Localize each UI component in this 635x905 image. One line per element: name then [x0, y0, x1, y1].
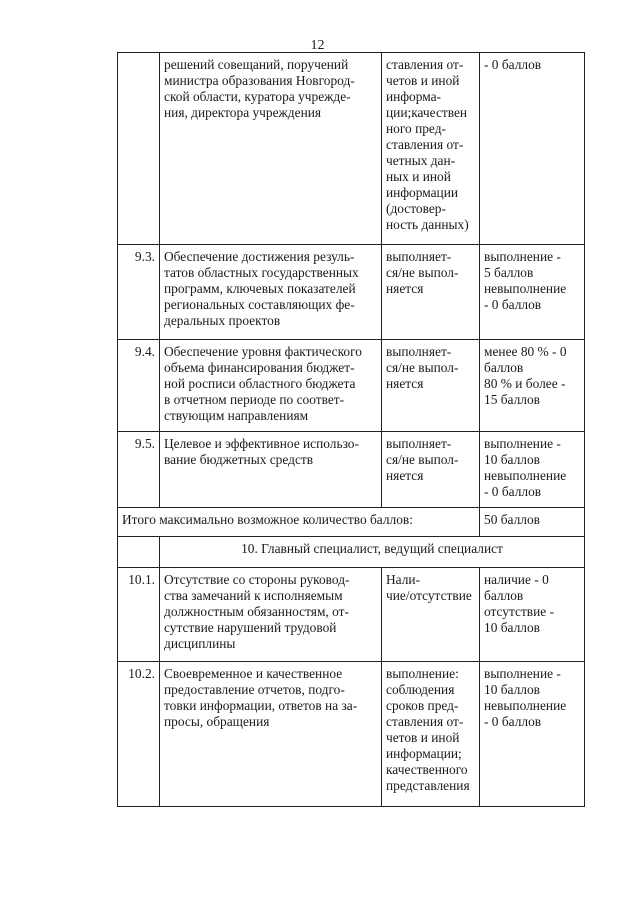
points-line: невыполнение — [484, 698, 567, 713]
criterion-line: должностным обязанностям, от- — [164, 604, 349, 619]
condition-cell — [382, 662, 480, 807]
criterion-line: региональных составляющих фе- — [164, 297, 355, 312]
condition-line: ставления от- — [386, 57, 464, 72]
criterion-line: в отчетном периоде по соответ- — [164, 392, 345, 407]
points-line: - 0 баллов — [484, 297, 542, 312]
condition-line: няется — [386, 281, 424, 296]
criterion-line: решений совещаний, поручений — [164, 57, 349, 72]
condition-line: (достовер- — [386, 201, 446, 216]
table-row-10-2 — [118, 662, 585, 807]
condition-line: Нали- — [386, 572, 421, 587]
total-row — [118, 508, 585, 537]
condition-line: выполнение: — [386, 666, 459, 681]
table-row-9-4 — [118, 340, 585, 432]
condition-line: няется — [386, 468, 424, 483]
points-cell — [480, 568, 585, 662]
condition-line: информации — [386, 185, 459, 200]
condition-line: качественного — [386, 762, 468, 777]
points-line: 5 баллов — [484, 265, 534, 280]
criterion-line: объема финансирования бюджет- — [164, 360, 355, 375]
section-title: 10. Главный специалист, ведущий специалист — [160, 537, 585, 568]
row-number: 10.2. — [118, 662, 160, 807]
points-line: - 0 баллов — [484, 57, 542, 72]
points-line: 80 % и более - — [484, 376, 566, 391]
points-line: - 0 баллов — [484, 484, 542, 499]
row-number: 9.5. — [118, 432, 160, 508]
criterion-cell — [160, 245, 382, 340]
points-line: невыполнение — [484, 468, 567, 483]
condition-line: четов и иной — [386, 730, 460, 745]
condition-cell — [382, 568, 480, 662]
condition-line: ся/не выпол- — [386, 360, 459, 375]
points-line: выполнение - — [484, 666, 561, 681]
criterion-line: ства замечаний к исполняемым — [164, 588, 343, 603]
criterion-line: дисциплины — [164, 636, 236, 651]
criterion-cell — [160, 432, 382, 508]
condition-line: ции;качествен — [386, 105, 468, 120]
points-line: менее 80 % - 0 — [484, 344, 567, 359]
points-line: 10 баллов — [484, 682, 540, 697]
condition-line: четов и иной — [386, 73, 460, 88]
points-cell — [480, 340, 585, 432]
condition-cell — [382, 53, 480, 245]
condition-line: информа- — [386, 89, 441, 104]
section-header-row — [118, 537, 585, 568]
criterion-line: вание бюджетных средств — [164, 452, 314, 467]
points-cell — [480, 662, 585, 807]
condition-line: ся/не выпол- — [386, 265, 459, 280]
criterion-line: сутствие нарушений трудовой — [164, 620, 337, 635]
condition-line: соблюдения — [386, 682, 455, 697]
criterion-line: Обеспечение уровня фактического — [164, 344, 362, 359]
condition-line: выполняет- — [386, 436, 452, 451]
condition-line: четных дан- — [386, 153, 456, 168]
points-cell — [480, 53, 585, 245]
points-cell — [480, 432, 585, 508]
criterion-cell — [160, 340, 382, 432]
points-line: 15 баллов — [484, 392, 540, 407]
criterion-line: ской области, куратора учрежде- — [164, 89, 351, 104]
condition-cell — [382, 340, 480, 432]
condition-line: ставления от- — [386, 714, 464, 729]
criterion-line: Обеспечение достижения резуль- — [164, 249, 355, 264]
section-number-cell — [118, 537, 160, 568]
points-line: баллов — [484, 588, 524, 603]
row-number: 10.1. — [118, 568, 160, 662]
criteria-table — [117, 52, 585, 807]
total-label: Итого максимально возможное количество баллов: — [118, 508, 480, 537]
condition-line: представления — [386, 778, 470, 793]
table-row-continuation — [118, 53, 585, 245]
criterion-cell — [160, 568, 382, 662]
criterion-line: министра образования Новгород- — [164, 73, 355, 88]
criterion-line: Своевременное и качественное — [164, 666, 343, 681]
condition-line: ных и иной — [386, 169, 451, 184]
points-line: 10 баллов — [484, 620, 540, 635]
criterion-line: ния, директора учреждения — [164, 105, 322, 120]
row-number — [118, 53, 160, 245]
criterion-line: ствующим направлениям — [164, 408, 309, 423]
condition-line: выполняет- — [386, 249, 452, 264]
criterion-line: деральных проектов — [164, 313, 281, 328]
criterion-line: просы, обращения — [164, 714, 270, 729]
criterion-line: ной росписи областного бюджета — [164, 376, 356, 391]
table-row-9-3 — [118, 245, 585, 340]
criterion-cell — [160, 53, 382, 245]
condition-line: няется — [386, 376, 424, 391]
condition-cell — [382, 432, 480, 508]
criterion-line: предоставление отчетов, подго- — [164, 682, 345, 697]
condition-line: чие/отсутствие — [386, 588, 472, 603]
points-line: невыполнение — [484, 281, 567, 296]
condition-line: информации; — [386, 746, 462, 761]
points-line: отсутствие - — [484, 604, 555, 619]
table-row-9-5 — [118, 432, 585, 508]
points-line: 10 баллов — [484, 452, 540, 467]
condition-line: сроков пред- — [386, 698, 459, 713]
criterion-line: Отсутствие со стороны руковод- — [164, 572, 350, 587]
points-line: наличие - 0 — [484, 572, 549, 587]
page-number: 12 — [310, 38, 325, 53]
criterion-line: товки информации, ответов на за- — [164, 698, 358, 713]
points-line: баллов — [484, 360, 524, 375]
condition-line: ного пред- — [386, 121, 446, 136]
row-number: 9.3. — [118, 245, 160, 340]
points-cell — [480, 245, 585, 340]
criterion-line: программ, ключевых показателей — [164, 281, 356, 296]
points-line: выполнение - — [484, 249, 561, 264]
total-value: 50 баллов — [480, 508, 585, 537]
criterion-cell — [160, 662, 382, 807]
criterion-line: татов областных государственных — [164, 265, 359, 280]
condition-line: ся/не выпол- — [386, 452, 459, 467]
points-line: - 0 баллов — [484, 714, 542, 729]
row-number: 9.4. — [118, 340, 160, 432]
condition-line: ность данных) — [386, 217, 469, 232]
condition-cell — [382, 245, 480, 340]
condition-line: выполняет- — [386, 344, 452, 359]
condition-line: ставления от- — [386, 137, 464, 152]
points-line: выполнение - — [484, 436, 561, 451]
table-row-10-1 — [118, 568, 585, 662]
criterion-line: Целевое и эффективное использо- — [164, 436, 359, 451]
